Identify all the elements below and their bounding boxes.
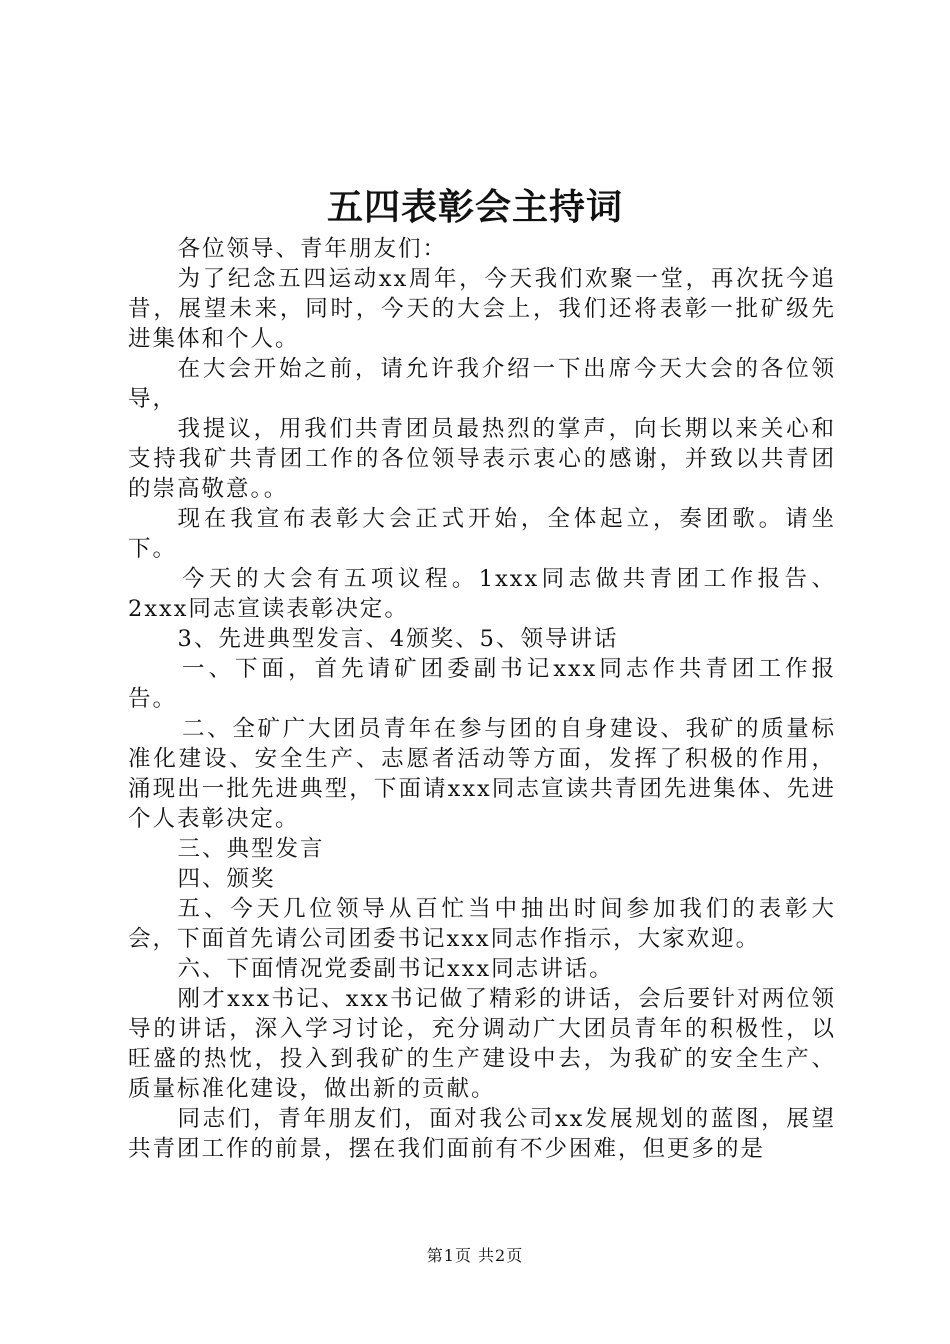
paragraph: 四、颁奖 (177, 866, 276, 892)
paragraph: 同志们，青年朋友们，面对我公司xx发展规划的蓝图，展望共青团工作的前景，摆在我们面前有不少困难，但更多的是 (128, 1106, 836, 1162)
document-body (128, 234, 836, 1164)
paragraph: 一、下面，首先请矿团委副书记xxx同志作共青团工作报告。 (128, 656, 836, 712)
paragraph: 五、今天几位领导从百忙当中抽出时间参加我们的表彰大会，下面首先请公司团委书记xxx同志作指示，大家欢迎。 (128, 896, 836, 952)
paragraph: 现在我宣布表彰大会正式开始，全体起立，奏团歌。请坐下。 (128, 506, 836, 562)
paragraph: 3、先进典型发言、4颁奖、5、领导讲话 (177, 626, 619, 652)
paragraph: 今天的大会有五项议程。1xxx同志做共青团工作报告、2xxx同志宣读表彰决定。 (128, 566, 836, 622)
paragraph-greeting: 各位领导、青年朋友们： (177, 236, 448, 262)
paragraph: 六、下面情况党委副书记xxx同志讲话。 (177, 956, 614, 982)
paragraph: 在大会开始之前，请允许我介绍一下出席今天大会的各位领导， (128, 356, 836, 412)
paragraph: 我提议，用我们共青团员最热烈的掌声，向长期以来关心和支持我矿共青团工作的各位领导表示衷心的感谢，并致以共青团的崇高敬意。。 (128, 416, 836, 502)
paragraph: 三、典型发言 (177, 836, 325, 862)
paragraph: 二、全矿广大团员青年在参与团的自身建设、我矿的质量标准化建设、安全生产、志愿者活动等方面，发挥了积极的作用，涌现出一批先进典型，下面请xxx同志宣读共青团先进集体、先进个人表彰决定。 (128, 716, 836, 832)
document-title: 五四表彰会主持词 (326, 186, 623, 228)
page-number-footer: 第1页 共2页 (426, 1246, 524, 1265)
paragraph: 刚才xxx书记、xxx书记做了精彩的讲话，会后要针对两位领导的讲话，深入学习讨论，充分调动广大团员青年的积极性，以旺盛的热忱，投入到我矿的生产建设中去，为我矿的安全生产、质量标准化建设，做出新的贡献。 (128, 986, 836, 1102)
paragraph: 为了纪念五四运动xx周年，今天我们欢聚一堂，再次抚今追昔，展望未来，同时，今天的大会上，我们还将表彰一批矿级先进集体和个人。 (128, 266, 836, 352)
